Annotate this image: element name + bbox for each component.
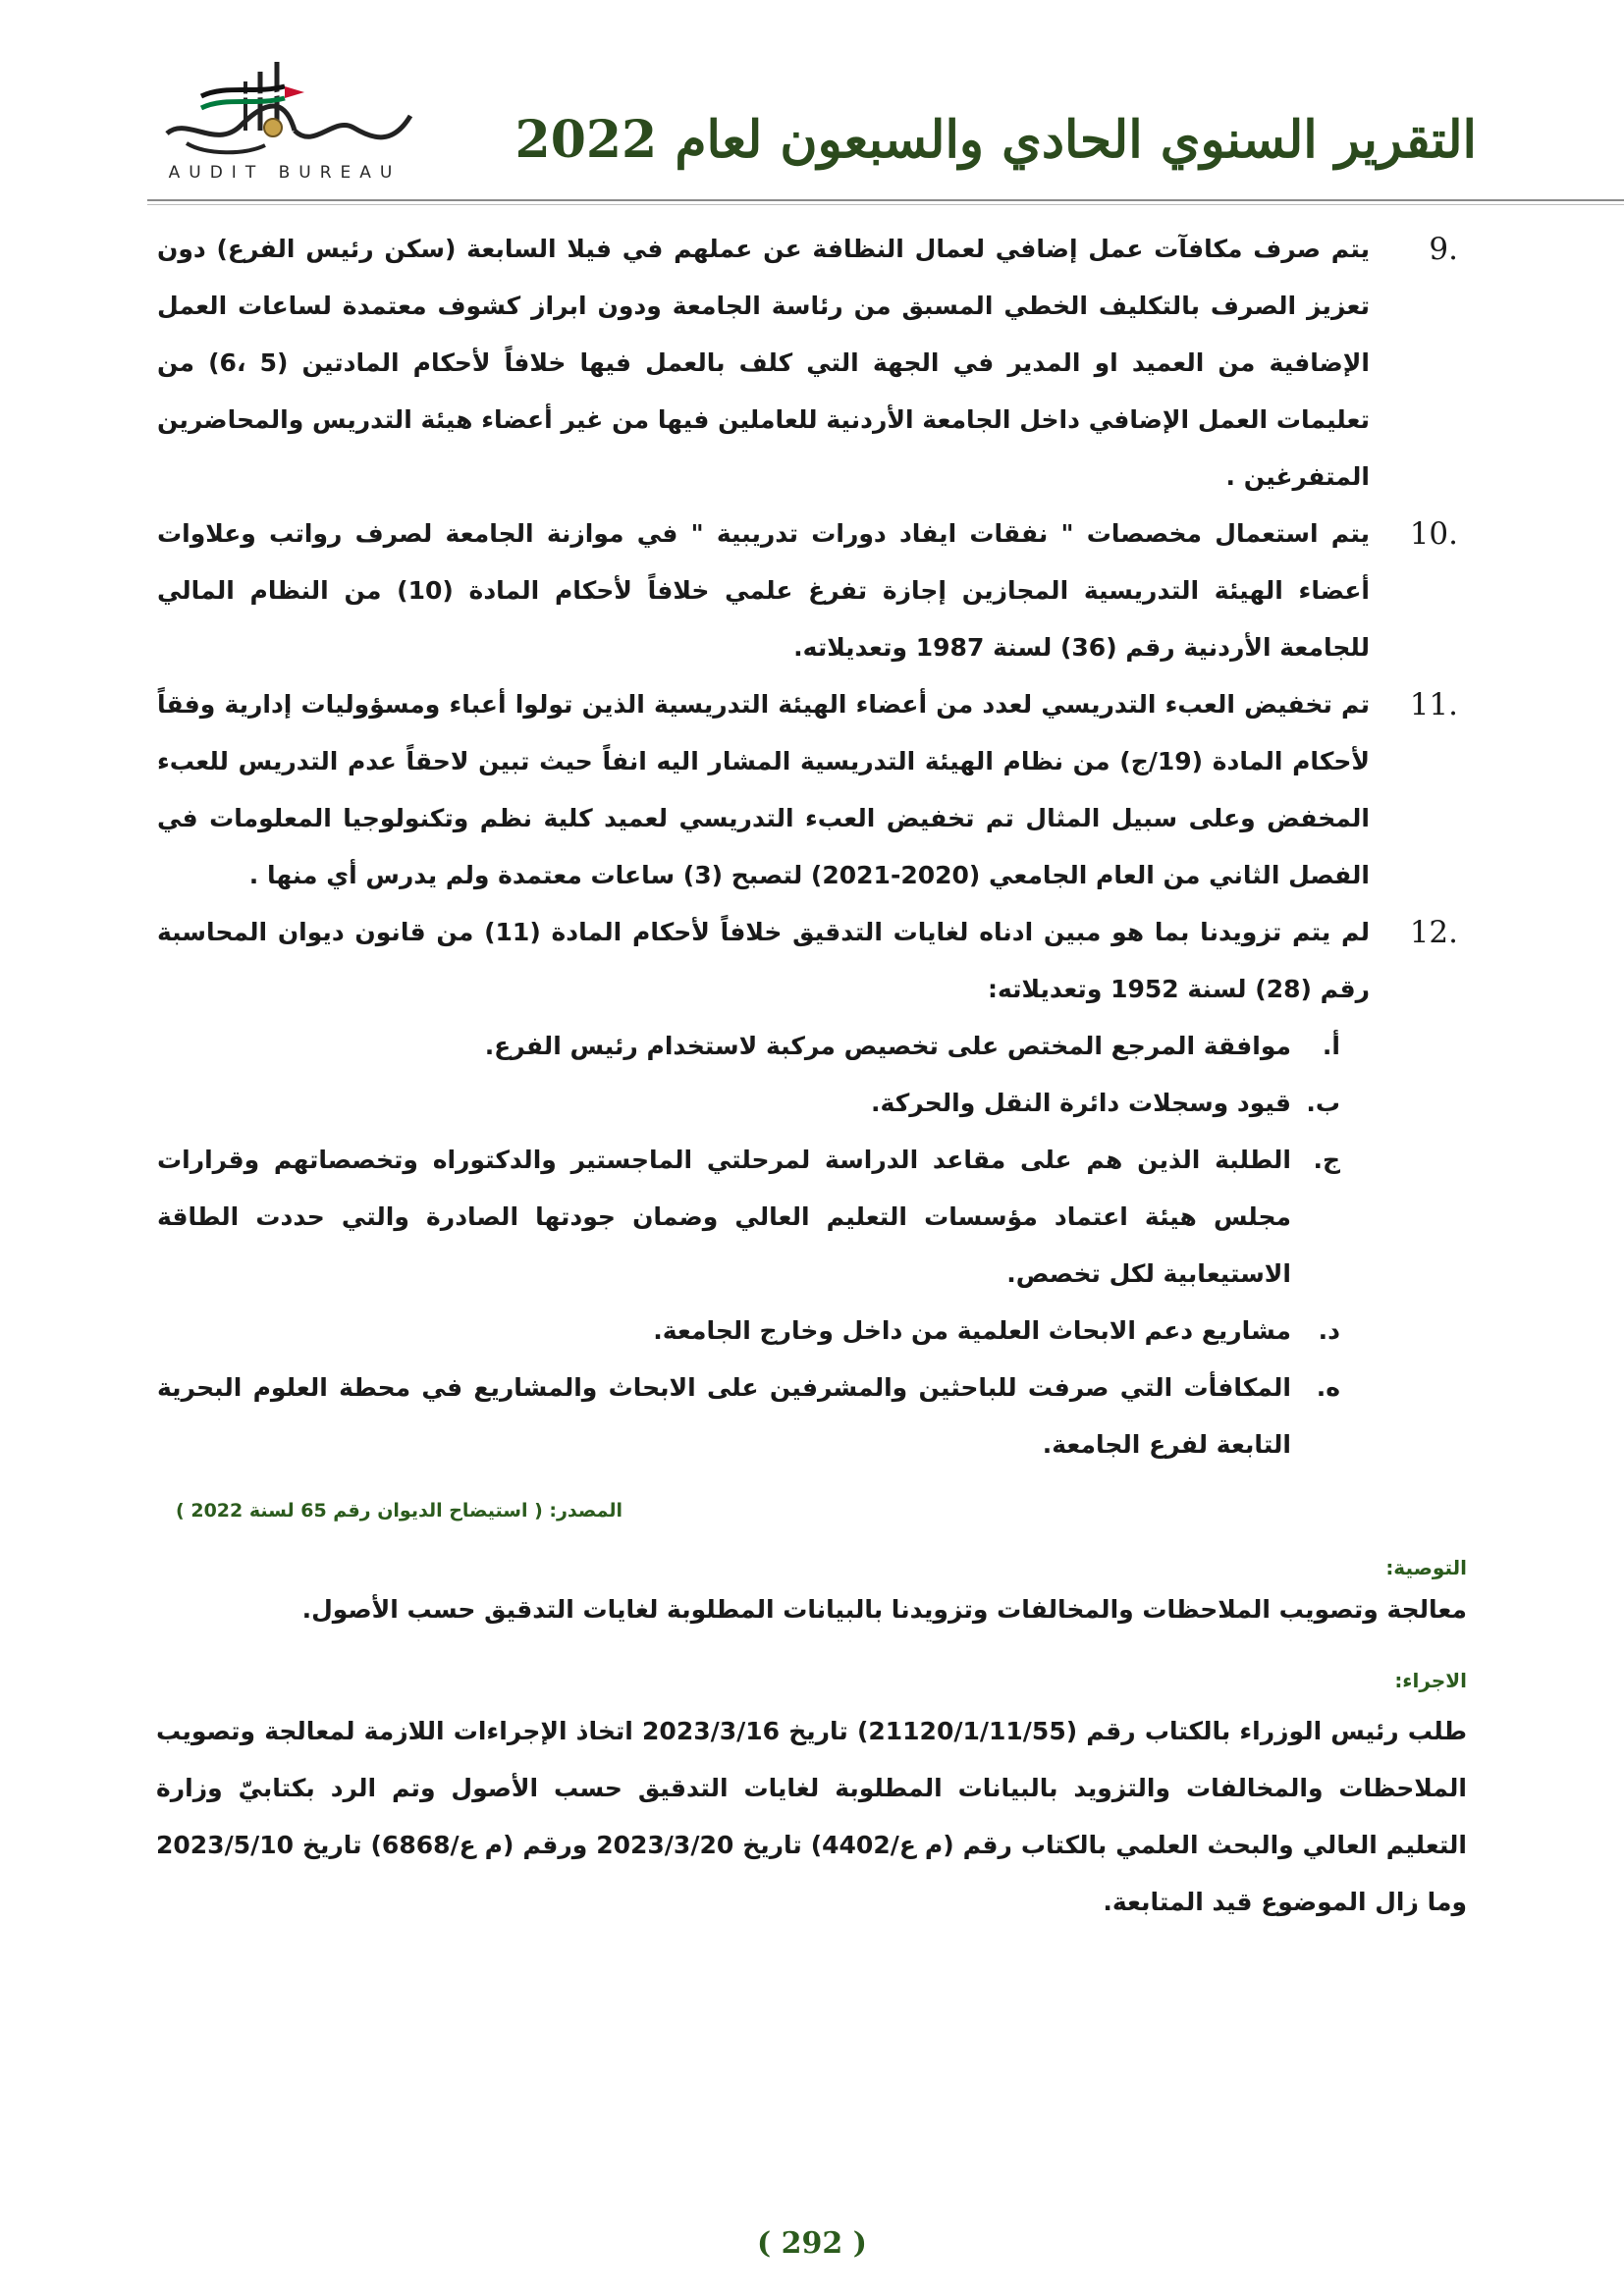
action-text: طلب رئيس الوزراء بالكتاب رقم (21120/1/11/55) تاريخ 2023/3/16 اتخاذ الإجراءات اللازمة لمعالجة وتصويب الملاحظات والمخالفات والتزويد بالبيانات المطلوبة لغايات التدقيق حسب الأصول وتم الرد بكتابيّ وزارة التعليم العالي والبحث العلمي بالكتاب رقم (م ع/4402) تاريخ 2023/3/20 ورقم (م ع/6868) تاريخ 2023/5/10 وما زال الموضوع قيد المتابعة.	[156, 1717, 1468, 1916]
sub-item-label: ج.	[1313, 1146, 1340, 1174]
recommendation-text: معالجة وتصويب الملاحظات والمخالفات وتزويدنا بالبيانات المطلوبة لغايات التدقيق حسب الأصول.	[301, 1595, 1467, 1624]
audit-bureau-logo	[147, 57, 422, 185]
finding-item	[157, 904, 1468, 1018]
finding-text: تم تخفيض العبء التدريسي لعدد من أعضاء الهيئة التدريسية الذين تولوا أعباء ومسؤوليات إدارية وفقاً لأحكام المادة (19/ج) من نظام الهيئة التدريسية المشار اليه انفاً حيث تبين لاحقاً عدم التدريس للعبء المخفض وعلى سبيل المثال تم تخفيض العبء التدريسي لعميد كلية نظم وتكنولوجيا المعلومات في الفصل الثاني من العام الجامعي (2020-2021) لتصبح (3) ساعات معتمدة ولم يدرس أي منها .	[157, 690, 1370, 889]
finding-text: يتم استعمال مخصصات " نفقات ايفاد دورات تدريبية " في موازنة الجامعة لصرف رواتب وعلاوات أعضاء الهيئة التدريسية المجازين إجازة تفرغ علمي خلافاً لأحكام المادة (10) من النظام المالي للجامعة الأردنية رقم (36) لسنة 1987 وتعديلاته.	[157, 519, 1370, 662]
report-title: التقرير السنوي الحادي والسبعون لعام 2022	[514, 110, 1477, 170]
sub-item	[157, 1132, 1370, 1303]
page-header	[0, 0, 1624, 206]
sub-item-text: الطلبة الذين هم على مقاعد الدراسة لمرحلتي الماجستير والدكتوراه وتخصصاتهم وقرارات مجلس هيئة اعتماد مؤسسات التعليم العالي وضمان جودتها الصادرة والتي حددت الطاقة الاستيعابية لكل تخصص.	[157, 1146, 1291, 1288]
finding-number: .12	[1409, 915, 1458, 950]
page-number: ( 292 )	[757, 2226, 867, 2261]
source-note: المصدر: ( استيضاح الديوان رقم 65 لسنة 2022 )	[176, 1500, 623, 1522]
sub-item	[157, 1360, 1370, 1473]
finding-item	[157, 221, 1468, 506]
sub-item-text: مشاريع دعم الابحاث العلمية من داخل وخارج الجامعة.	[653, 1316, 1291, 1345]
header-divider	[147, 199, 1624, 201]
action-heading: الاجراء:	[1394, 1669, 1467, 1692]
finding-number: .9	[1429, 232, 1458, 267]
finding-number: .11	[1409, 687, 1458, 722]
sub-item	[157, 1303, 1370, 1360]
sub-item	[157, 1075, 1370, 1132]
finding-text: لم يتم تزويدنا بما هو مبين ادناه لغايات التدقيق خلافاً لأحكام المادة (11) من قانون ديوان المحاسبة رقم (28) لسنة 1952 وتعديلاته:	[157, 918, 1370, 1003]
sub-item-label: ه.	[1316, 1373, 1340, 1402]
finding-number: .10	[1409, 516, 1458, 552]
sub-item-label: ب.	[1306, 1089, 1340, 1117]
sub-item	[157, 1018, 1370, 1075]
findings-list	[157, 221, 1468, 1473]
sub-item-text: قيود وسجلات دائرة النقل والحركة.	[871, 1089, 1291, 1117]
finding-item	[157, 676, 1468, 904]
sub-item-text: المكافأت التي صرفت للباحثين والمشرفين على الابحاث والمشاريع في محطة العلوم البحرية التابعة لفرع الجامعة.	[157, 1373, 1291, 1459]
logo-subtitle: AUDIT BUREAU	[168, 163, 402, 183]
finding-text: يتم صرف مكافآت عمل إضافي لعمال النظافة عن عملهم في فيلا السابعة (سكن رئيس الفرع) دون تعزيز الصرف بالتكليف الخطي المسبق من رئاسة الجامعة ودون ابراز كشوف معتمدة لساعات العمل الإضافية من العميد او المدير في الجهة التي كلف بالعمل فيها خلافاً لأحكام المادتين (5 ،6) من تعليمات العمل الإضافي داخل الجامعة الأردنية للعاملين فيها من غير أعضاء هيئة التدريس والمحاضرين المتفرغين .	[157, 235, 1370, 491]
sub-item-label: د.	[1318, 1316, 1340, 1345]
recommendation-heading: التوصية:	[1385, 1556, 1467, 1579]
finding-item	[157, 506, 1468, 676]
header-divider-thin	[147, 204, 1624, 205]
logo-mark-icon	[147, 57, 422, 165]
sub-item-label: أ.	[1322, 1032, 1340, 1060]
sub-item-text: موافقة المرجع المختص على تخصيص مركبة لاستخدام رئيس الفرع.	[484, 1032, 1291, 1060]
